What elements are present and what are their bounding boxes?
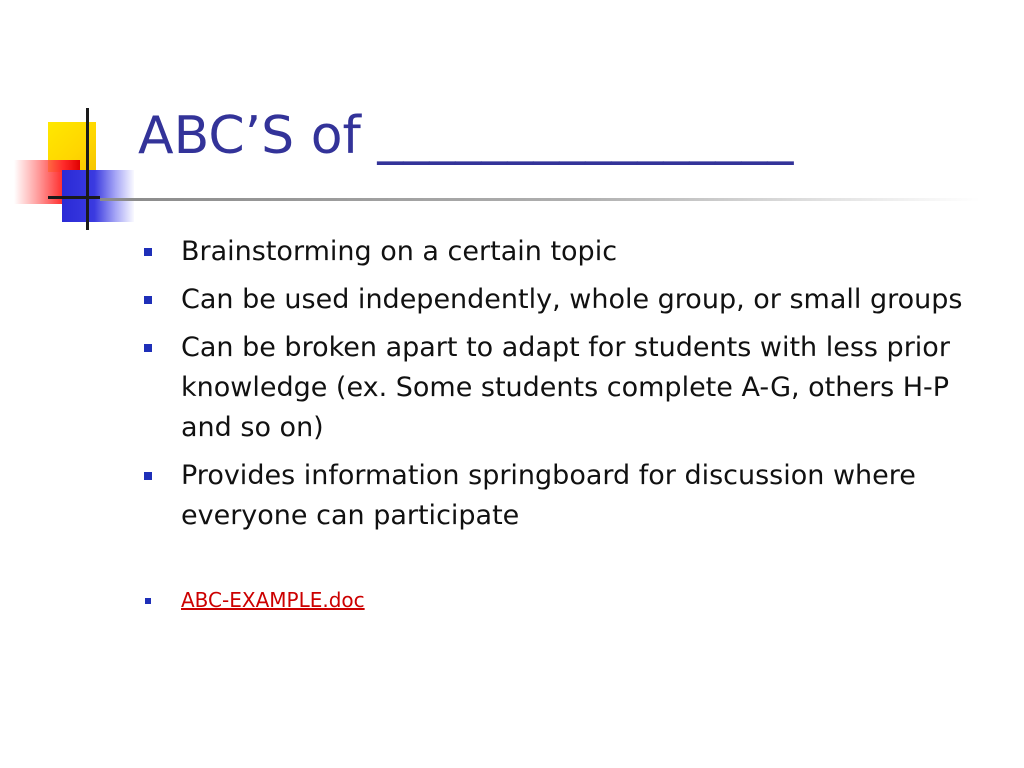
list-item	[140, 456, 990, 536]
slide-logo-icon	[0, 100, 150, 240]
bullet-square-icon	[144, 248, 152, 256]
bullet-text: Can be broken apart to adapt for students with less prior knowledge (ex. Some students complete A-G, others H-P and so on)	[181, 332, 950, 443]
bullet-list	[140, 232, 990, 536]
abc-example-doc-link[interactable]: ABC-EXAMPLE.doc	[181, 588, 365, 612]
list-item	[140, 232, 990, 272]
bullet-square-icon	[145, 598, 151, 604]
bullet-square-icon	[144, 344, 152, 352]
bullet-square-icon	[144, 472, 152, 480]
title-divider	[100, 198, 980, 201]
logo-horizontal-line	[48, 196, 100, 199]
list-item	[140, 280, 990, 320]
bullet-text: Can be used independently, whole group, or small groups	[181, 284, 963, 315]
bullet-text: Brainstorming on a certain topic	[181, 236, 618, 267]
logo-vertical-line	[86, 108, 89, 230]
bullet-square-icon	[144, 296, 152, 304]
list-item	[140, 328, 990, 448]
bullet-text: Provides information springboard for discussion where everyone can participate	[181, 460, 916, 531]
slide-title: ABC’S of ________________	[138, 106, 794, 166]
slide-content	[140, 232, 990, 614]
link-list-item	[140, 586, 990, 614]
